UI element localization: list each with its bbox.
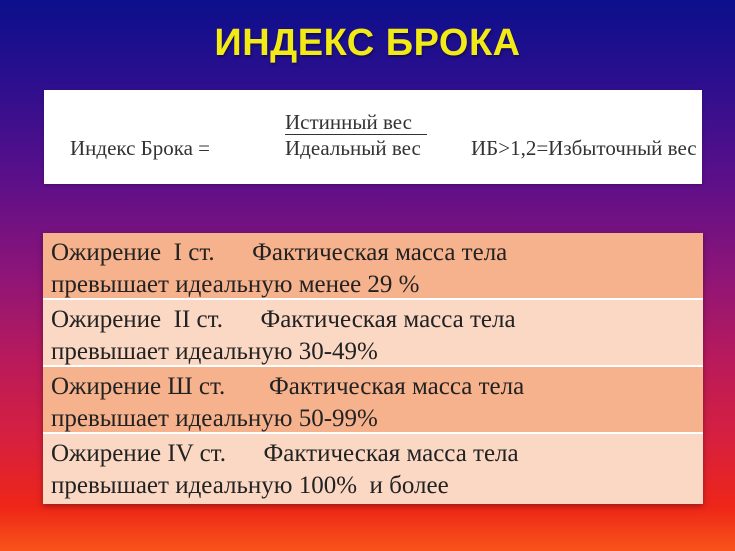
- row-1-line-1: Ожирение I ст. Фактическая масса тела: [51, 239, 508, 266]
- table-row-2: [43, 300, 703, 367]
- obesity-table: [43, 233, 703, 504]
- row-3-line-1: Ожирение Ш ст. Фактическая масса тела: [51, 373, 525, 400]
- row-1-line-2: превышает идеальную менее 29 %: [51, 271, 420, 298]
- formula-lhs: Индекс Брока =: [70, 136, 211, 160]
- row-3-line-2: превышает идеальную 50-99%: [51, 405, 378, 432]
- formula-denominator: Идеальный вес: [285, 136, 421, 160]
- fraction-line: [285, 134, 427, 135]
- row-4-line-1: Ожирение IV ст. Фактическая масса тела: [51, 440, 519, 467]
- row-2-line-1: Ожирение II ст. Фактическая масса тела: [51, 306, 516, 333]
- formula-note: ИБ>1,2=Избыточный вес: [471, 136, 697, 160]
- formula-box: [44, 90, 702, 184]
- slide-title: ИНДЕКС БРОКА: [214, 22, 521, 64]
- table-row-1: [43, 233, 703, 300]
- formula-numerator: Истинный вес: [285, 110, 412, 134]
- table-row-3: [43, 367, 703, 434]
- row-4-line-2: превышает идеальную 100% и более: [51, 472, 449, 499]
- row-2-line-2: превышает идеальную 30-49%: [51, 338, 378, 365]
- table-row-4: [43, 434, 703, 504]
